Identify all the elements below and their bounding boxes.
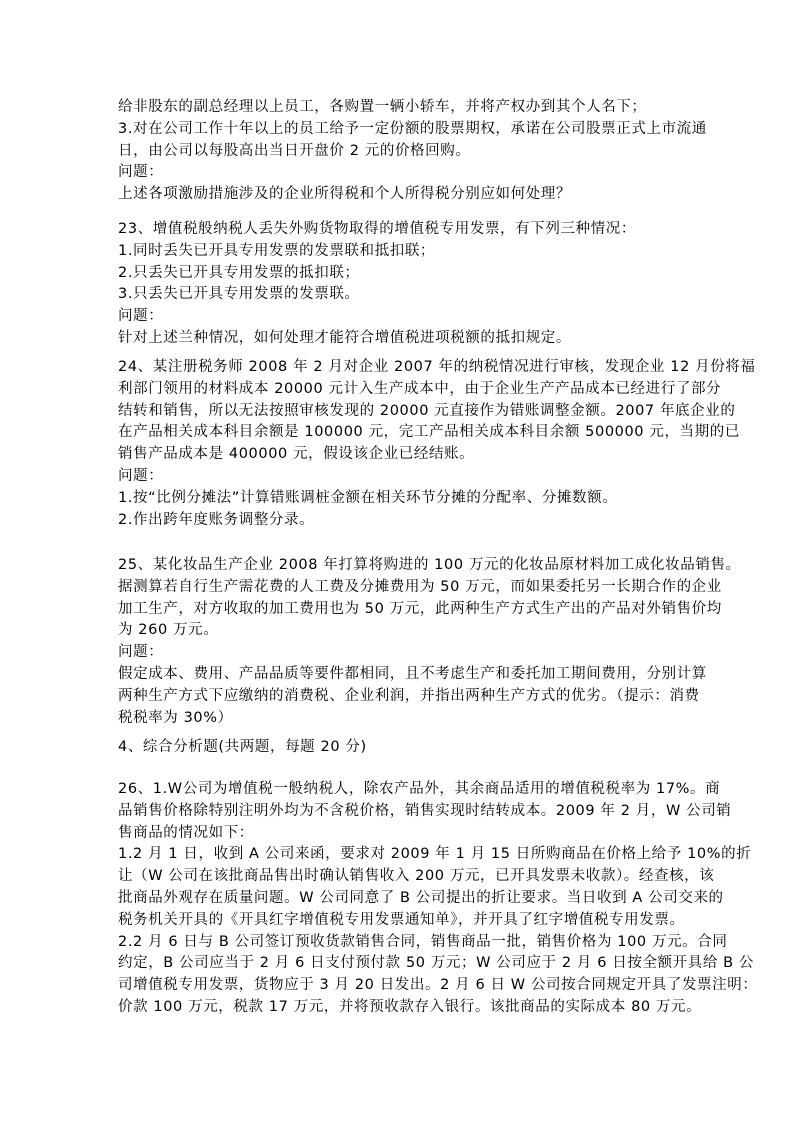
text-line: 日，由公司以每股高出当日开盘价 2 元的价格回购。 — [118, 142, 471, 159]
text-line: 给非股东的副总经理以上员工，各购置一辆小轿车，并将产权办到其个人名下； — [118, 99, 647, 115]
text-line: 销售产品成本是 400000 元，假设该企业已经结账。 — [118, 446, 475, 463]
text-line: 假定成本、费用、产品品质等要件都相同，且不考虑生产和委托加工期间费用，分别计算 — [118, 665, 707, 682]
text-line: 问题： — [118, 644, 164, 661]
text-line: 1.2 月 1 日，收到 A 公司来函，要求对 2009 年 1 月 15 日所购商品在价格上给予 10%的折 — [118, 846, 752, 863]
text-line: 25、某化妆品生产企业 2008 年打算将购进的 100 万元的化妆品原材料加工成化妆品销售。 — [118, 557, 741, 573]
text-line: 问题： — [118, 164, 164, 181]
text-line: 针对上述兰种情况，如何处理才能符合增值税进项税额的抵扣规定。 — [118, 329, 571, 346]
text-line: 3.只丢失已开具专用发票的发票联。 — [118, 286, 360, 303]
text-line: 2.作出跨年度账务调整分录。 — [118, 511, 315, 528]
question-26 — [118, 779, 758, 1019]
text-line: 约定，B 公司应当于 2 月 6 日支付预付款 50 万元；W 公司应于 2 月 6 日按全额开具给 B 公 — [118, 955, 755, 972]
text-line: 税务机关开具的《开具红字增值税专用发票通知单》，并开具了红字增值税专用发票。 — [118, 911, 685, 928]
text-line: 售商品的情况如下： — [118, 824, 254, 841]
text-line: 问题： — [118, 467, 164, 484]
text-line: 批商品外观存在质量问题。W 公司同意了 B 公司提出的折让要求。当日收到 A 公司交来的 — [118, 889, 724, 906]
text-line: 两种生产方式下应缴纳的消费税、企业利润，并指出两种生产方式的优劣。（提示：消费 — [118, 687, 700, 704]
text-line: 加工生产，对方收取的加工费用也为 50 万元，此两种生产方式生产出的产品对外销售价均 — [118, 600, 722, 617]
text-line: 税税率为 30%） — [118, 709, 233, 726]
text-line: 24、某注册税务师 2008 年 2 月对企业 2007 年的纳税情况进行审核，发现企业 12 月份将福 — [118, 359, 756, 375]
question-23 — [118, 219, 688, 350]
text-line: 价款 100 万元，税款 17 万元，并将预收款存入银行。该批商品的实际成本 80 万元。 — [118, 998, 702, 1015]
text-line: 据测算若自行生产需花费的人工费及分摊费用为 50 万元，而如果委托另一长期合作的企业 — [118, 578, 722, 595]
text-line: 1.同时丢失已开具专用发票的发票联和抵扣联； — [118, 242, 436, 259]
text-line: 结转和销售，所以无法按照审核发现的 20000 元直接作为错账调整金额。2007 年底企业的 — [118, 402, 736, 419]
intro-section — [118, 97, 707, 206]
question-24 — [118, 357, 756, 531]
text-line: 为 260 万元。 — [118, 622, 219, 639]
section-4-heading-block — [118, 737, 688, 759]
text-line: 2.2 月 6 日与 B 公司签订预收货款销售合同，销售商品一批，销售价格为 100 万元。合同 — [118, 933, 728, 950]
text-line: 2.只丢失已开具专用发票的抵扣联； — [118, 264, 360, 281]
text-line: 问题： — [118, 308, 164, 325]
text-line: 1.按“比例分摊法”计算错账调桩金额在相关环节分摊的分配率、分摊数额。 — [118, 489, 618, 506]
text-line: 上述各项激励措施涉及的企业所得税和个人所得税分别应如何处理？ — [118, 186, 571, 203]
text-line: 26、1.W公司为增值税一般纳税人，除农产品外，其余商品适用的增值税税率为 17%。商 — [118, 781, 721, 797]
text-line: 3.对在公司工作十年以上的员工给予一定份额的股票期权，承诺在公司股票正式上市流通 — [118, 120, 707, 137]
text-line: 利部门领用的材料成本 20000 元计入生产成本中，由于企业生产产品成本已经进行了部分 — [118, 380, 722, 397]
text-line: 司增值税专用发票，货物应于 3 月 20 日发出。2 月 6 日 W 公司按合同规定开具了发票注明： — [118, 977, 758, 994]
text-line: 23、增值税般纳税人丢失外购货物取得的增值税专用发票，有下列三种情况： — [118, 221, 636, 237]
text-line: 在产品相关成本科目余额是 100000 元，完工产品相关成本科目余额 500000 元，当期的已 — [118, 424, 740, 441]
question-25 — [118, 555, 741, 729]
text-line: 品销售价格除特别注明外均为不含税价格，销售实现时结转成本。2009 年 2 月，W 公司销 — [118, 802, 732, 819]
section-4-heading: 4、综合分析题(共两题，每题 20 分) — [118, 739, 367, 755]
text-line: 让（W 公司在该批商品售出时确认销售收入 200 万元，已开具发票未收款）。经查核，该 — [118, 868, 715, 885]
